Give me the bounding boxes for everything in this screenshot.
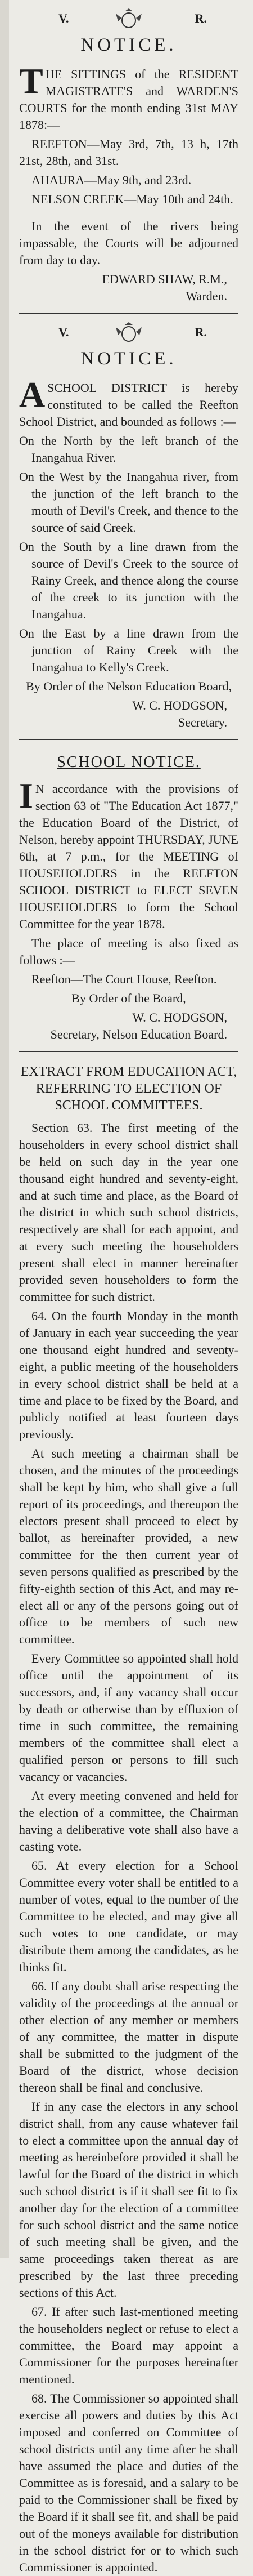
section-67: 67. If after such last-mentioned meeting the householders neglect or refuse to elect a committee, the Board may appoint a Commissioner for the purposes hereinafter mentioned. (19, 2305, 238, 2386)
crest-letter-v: V. (58, 11, 69, 25)
extract-education-act (19, 1052, 238, 2576)
boundary-north: On the North by the left branch of the Inangahua River. (19, 434, 238, 465)
signature-title: Secretary. (178, 715, 227, 729)
paragraph-chairman: At such meeting a chairman shall be chosen, and the minutes of the proceedings shall be kept by him, who shall give a full report of its proceedings, and thereupon the electors present shall proceed to elect by ballot, as hereinafter provided, a new committee for the then current year of seven persons qualified as prescribed by the fifty-eighth section of this Act, and may re-elect all or any of the persons going out of office to be members of such new committee. (19, 1446, 238, 1646)
notice-body: IN accordance with the provisions of section 63 of "The Education Act 1877," the Education Board of the District, of Nelson, hereby appoint THURSDAY, JUNE 6th, at 7 p.m., for the MEETING of HOUSEHOLDERS in the REEFTON SCHOOL DISTRICT to ELECT SEVEN HOUSEHOLDERS to form the School Committee for the year 1878. (19, 776, 238, 931)
royal-crest-icon (114, 322, 144, 344)
notice-heading: SCHOOL NOTICE. (57, 754, 201, 771)
sitting-reefton: REEFTON—May 3rd, 7th, 13 h, 17th 21st, 28th, and 31st. (19, 137, 238, 168)
place-intro: The place of meeting is also fixed as follows :— (19, 936, 238, 967)
signature: EDWARD SHAW, R.M., (102, 272, 227, 286)
signature: W. C. HODGSON, (132, 698, 227, 712)
notice-note: In the event of the rivers being impassable, the Courts will be adjourned from day to day. (19, 219, 238, 267)
boundary-south: On the South by a line drawn from the source of Devil's Creek to the source of Rainy Creek, and thence along the course of the creek to its junction with the Inangahua. (19, 540, 238, 621)
extract-heading: EXTRACT FROM EDUCATION ACT, REFERRING TO ELECTION OF SCHOOL COMMITTEES. (20, 1064, 237, 1113)
section-63: Section 63. The first meeting of the householders in every school district shall be held on such day in the year one thousand eight hundred and seventy-eight, and at such time and place, as the Board of the district in which such school districts, respectively are shall for each appoint, and at every such meeting the householders present shall elect in manner hereinafter provided seven householders to form the committee for such district. (19, 1121, 238, 1304)
crest-letter-v: V. (58, 325, 69, 339)
notice-school-meeting (19, 740, 238, 1043)
notice-heading: NOTICE. (80, 35, 177, 55)
paragraph-meeting: At every meeting convened and held for the election of a committee, the Chairman having a deliberative vote shall also have a casting vote. (19, 1789, 238, 1853)
section-66: 66. If any doubt shall arise respecting the validity of the proceedings at the annual or other election of any member or members of any committee, the matter in dispute shall be submitted to the judgment of the Board of the district, whose decision thereon shall be final and conclusive. (19, 1979, 238, 2094)
paragraph-failure: If in any case the electors in any school district shall, from any cause whatever fail to elect a committee upon the annual day of meeting as hereinbefore provided it shall be lawful for the Board of the district in which such school district is if it shall see fit to fix another day for the election of a committee for such school district and the same notice of such meeting shall be given, and the same proceedings taken thereat as are prescribed by the last three preceding sections of this Act. (19, 2100, 238, 2299)
signature: W. C. HODGSON, (132, 1010, 227, 1024)
notice-heading: NOTICE. (80, 349, 177, 369)
royal-crest-icon (114, 8, 144, 30)
crest-letter-r: R. (195, 11, 207, 25)
notice-school-district (19, 314, 238, 731)
section-65: 65. At every election for a School Committee every voter shall be entitled to a number of votes, equal to the number of the Committee to be elected, and may give all such votes to one candidate, or may distribute them among the candidates, as he thinks fit. (19, 1859, 238, 1974)
crest-row (19, 319, 238, 345)
notice-intro: ASCHOOL DISTRICT is hereby constituted to be called the Reefton School District, and bounded as follows :— (19, 375, 238, 429)
paragraph-every-committee: Every Committee so appointed shall hold office until the appointment of its successors, and, if any vacancy shall occur by death or otherwise than by effluxion of time in such committee, the remaining members of the committee shall elect a qualified person or persons to fill such vacancy or vacancies. (19, 1651, 238, 1784)
order-line: By Order of the Nelson Education Board, (26, 679, 232, 693)
section-68: 68. The Commissioner so appointed shall exercise all powers and duties by this Act imposed and conferred on Committee of school districts until any time after he shall have assumed the place and duties of the Committee as is foresaid, and a salary to be paid to the Commissioner shall be fixed by the Board if it shall see fit, and shall be paid out of the moneys available for distribution in the school district for or to which such Commissioner is appointed. (19, 2391, 238, 2574)
sitting-nelson-creek: NELSON CREEK—May 10th and 24th. (31, 192, 233, 206)
signature-title: Warden. (186, 289, 227, 303)
crest-letter-r: R. (195, 325, 207, 339)
page-gutter (0, 0, 9, 2258)
boundary-east: On the East by a line drawn from the junction of Rainy Creek with the Inangahua to Kelly's Creek. (19, 626, 238, 674)
notice-body: THE SITTINGS of the RESIDENT MAGISTRATE'S and WARDEN'S COURTS for the month ending 31st MAY 1878:— (19, 61, 238, 132)
crest-row (19, 6, 238, 32)
order-line: By Order of the Board, (71, 991, 186, 1005)
signature-title: Secretary, Nelson Education Board. (50, 1027, 227, 1041)
section-64: 64. On the fourth Monday in the month of January in each year succeeding the year one thousand eight hundred and seventy-eight, a public meeting of the householders in every school district shall be held at a time and place to be fixed by the Board, and publicly notified at least fourteen days previously. (19, 1309, 238, 1441)
boundary-west: On the West by the Inangahua river, from the junction of the left branch to the mouth of Devil's Creek, and thence to the source of said Creek. (19, 470, 238, 534)
sitting-ahaura: AHAURA—May 9th, and 23rd. (31, 173, 192, 187)
notice-court-sittings (19, 0, 238, 305)
meeting-place: Reefton—The Court House, Reefton. (31, 972, 217, 986)
